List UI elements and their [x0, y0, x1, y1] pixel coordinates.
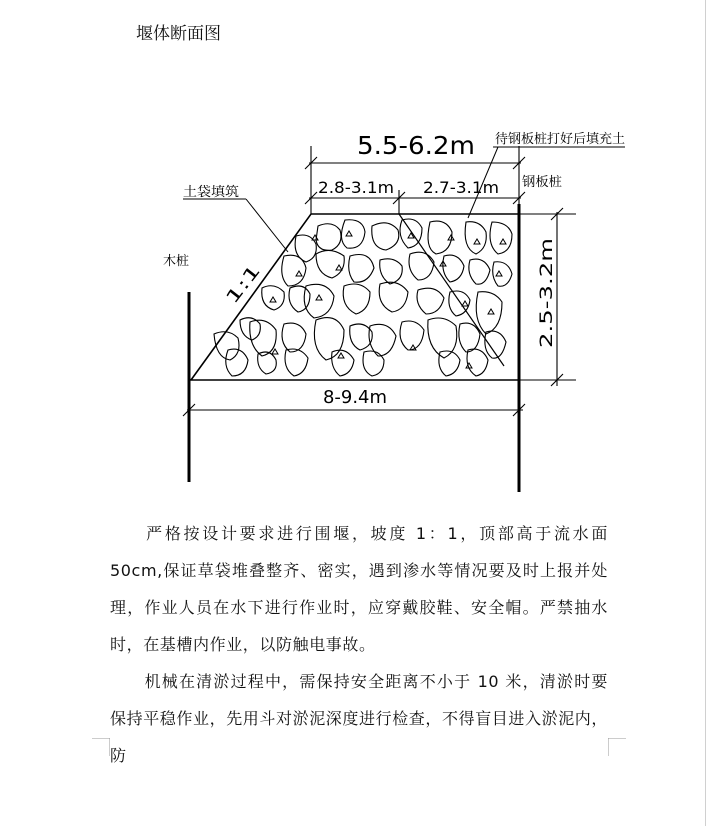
paragraph-2-text: 机械在清淤过程中，需保持安全距离不小于 10 米，清淤时要保持平稳作业，先用斗对淤泥深度进行检查，不得盲目进入淤泥内，防: [110, 672, 609, 765]
slope-label: 1:1: [222, 274, 255, 309]
sandbag-fill-label: 土袋填筑: [183, 185, 236, 200]
bottom-width-label: 8-9.4m: [323, 387, 387, 408]
aggregate-marks: [270, 231, 506, 368]
sandbag-stones: [214, 219, 512, 376]
left-top-width-label: 2.8-3.1m: [318, 178, 394, 197]
backfill-note-label: 待钢板桩打好后填充土: [495, 132, 626, 147]
corner-mark-left: [92, 738, 110, 756]
paragraph-1-text: 严格按设计要求进行围堰，坡度 1：1，顶部高于流水面 50cm,保证草袋堆叠整齐、密实，遇到渗水等情况要及时上报并处理，作业人员在水下进行作业时，应穿戴胶鞋、安全帽。严禁抽水时，在基槽内作业，以防触电事故。: [110, 524, 608, 654]
steel-pile-label: 钢板桩: [522, 175, 562, 190]
height-label: 2.5-3.2m: [537, 271, 557, 348]
corner-mark-right: [608, 738, 626, 756]
figure-caption: 堰体断面图: [136, 24, 221, 44]
right-top-width-label: 2.7-3.1m: [423, 178, 499, 197]
top-width-label: 5.5-6.2m: [357, 131, 475, 160]
paragraph-1: [110, 515, 608, 663]
wood-pile-label: 木桩: [163, 254, 190, 269]
paragraph-2: [110, 663, 608, 774]
